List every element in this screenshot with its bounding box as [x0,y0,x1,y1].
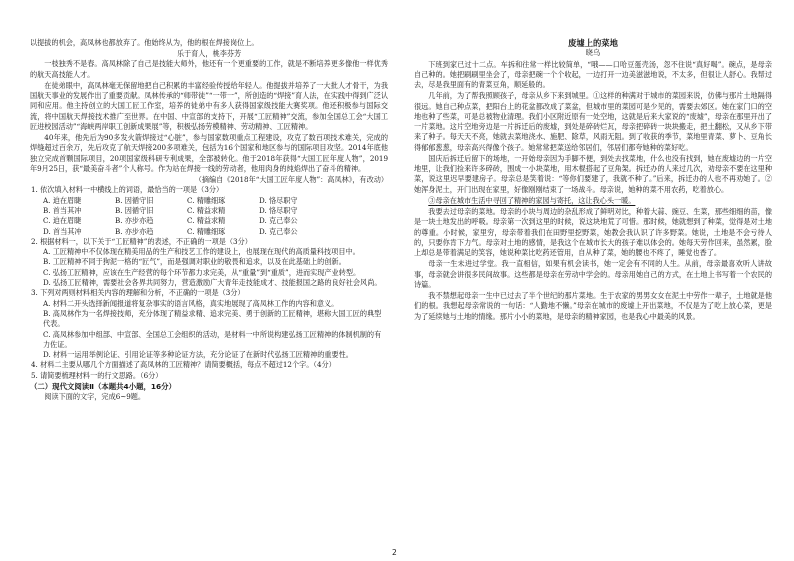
text-paragraph: 一枝独秀不是春。高凤林除了自己是技能大师外，他还有一个更重要的工作，就是不断培养更多像他一样优秀的航天高技能人才。 [30,59,388,79]
option: D. 恪尽职守 [259,195,298,205]
option: C. 弘扬工匠精神，应该在生产经营的每个环节都力求完美，从“重量”到“重质”，进而实现产业转型。 [43,267,361,277]
option: C. 精雕细琢 [187,195,226,205]
text-paragraph: 下班到家已过十二点。车拆和往常一样比较简单，“哦——口哈豆蛋壳汤，忽不住说“真好喝”。碗点，是母亲自己种的。她把刷刷里坐会了，母亲把碗一个个收起，一边打开一边美滋滋地说，不太多，但很让人舒心。我帮过去，尽是我里面有的青菜豆角，顺延般的。 [414,59,772,90]
article-title: 废墟上的菜地 [568,38,618,48]
question-2: 2. 根据材料一，以下关于“工匠精神”的表述，不正确的一项是（3分） [31,236,252,246]
page-number: 2 [392,548,397,557]
option: D. 首当其冲 [43,226,82,236]
option: B. 因循守旧 [115,205,154,215]
text-paragraph: 我要去过母亲的菜地。母亲的小块与周边的杂乱形成了鲜明对比，种着大蒜、豌豆、生菜，那些细细的苗，像是一块土地发出的呼吸。母亲第一次到这里的时候，说这块地荒了可惜。那时候，她就想到了种菜，觉得是对土地的尊重。小时候，家里穷，母亲带着我们在田野里挖野菜，她教会我认识了许多野菜。她说，土地是不会亏待人的，只要你肯下力气。母亲对土地的感情，是我这个在城市长大的孩子难以体会的。她每天劳作回来，虽然累，脸上却总是带着满足的笑容，她说种菜比吃药还管用，自从种了菜，她的腰也不疼了，睡觉也香了。 [414,206,772,258]
left-column [30,38,388,403]
option: C. 精雕细琢 [187,226,226,236]
text-paragraph: 40年来，他先后为90多发火箭焊接过“心脏”，参与国家数项重点工程建设，攻克了数百项技术难关，完成的焊缝超过百余万，先后攻克了航天焊接200多项难关，包括为16个国家和地区参与的国际项目攻坚。2014年底他独立完成首颗国际项目，20项国家级科研专利成果，全部被转化。他于2018年获得“大国工匠年度人物”，2019年9月25日，获“最美奋斗者”个人称号。作为站在焊接一线的劳动者，他用肉身的纯焰焊出了奋斗的精神。 [30,133,388,173]
option: D. 恪尽职守 [259,205,298,215]
option: A. 迫在眉睫 [43,195,82,205]
text-paragraph: 几年前，为了帮我照顾孩子，母亲从乡下来到城里。①这样的种满对于城市的菜园来说，仿佛与那片土地隔得很远。她自己种点菜，把阳台上的花盆都改成了菜盆，但城市里的菜园可是少见的，需要去郊区。她在家门口的空地也种了些菜，可是总被物业清理。我们小区附近原有一处空地，这就是后来大家说的“废墟”，母亲在那里开出了一片菜地。这片空地旁边是一片拆迁后的废墟，到处是碎砖烂瓦，母亲把碎砖一块块搬走，把土翻松，又从乡下带来了种子。每天天不亮，她就去菜地浇水、施肥、除草，风雨无阻。到了收获的季节，菜地里青菜、萝卜、豆角长得郁郁葱葱，母亲高兴得像个孩子。她常常把菜送给邻居们，邻居们都夸她种的菜好吃。 [414,91,772,152]
text-paragraph: 以提拔的机会，高凤林也都放弃了。他始终从为，他的根在焊接岗位上。 [30,38,259,47]
underlined-sentence: ③母亲在城市生活中寻回了精神的家园与寄托，这让我心头一暖。 [428,195,636,205]
text-paragraph: 母亲一生未进过学堂。我一直相信，如果有机会读书，她一定会有不同的人生。从前，母亲最喜欢听人讲故事，母亲就会讲很多民间故事。这些都是母亲在劳动中学会的。母亲用她自己的方式，在土地上书写着一个农民的诗篇。 [414,259,772,289]
source-note: （摘编自《2018年“大国工匠年度人物”：高凤林》，有改动） [194,175,388,185]
option: D. 克己奉公 [259,226,298,236]
option: B. 首当其冲 [43,205,82,215]
option: B. 亦步亦趋 [115,216,154,226]
question-4: 4. 材料二主要从哪几个方面描述了高凤林的工匠精神？请简要概括，每点不超过12个字。（4分） [31,360,336,370]
option: D. 克己奉公 [259,216,298,226]
option: B. 工匠精神不同于狗泥一格的“匠气”，而是强调对职业的敬畏和追求，以及在此基础上的创新。 [43,257,346,267]
text-paragraph: 在徒弟眼中，高凤林毫无保留地把自己积累的丰富经验传授给年轻人。他提拔并培养了一大批人才骨干，为我国航天事业的发展作出了重要贡献。凤林传承的“师带徒”“一带一”，所创造的“焊接”育人法，在实践中得到广泛认同和应用。他主持创立的大国工匠工作室，培养的徒弟中有多人获得国家级技能大赛奖项。他还积极参与国际交流，将中国航天焊接技术推广至世界。在中国、中宣部的支持下，开展“工匠精神”交流，参加全国总工会“大国工匠进校园活动”“海峡两岸职工创新成果展”等，积极弘扬劳模精神、劳动精神、工匠精神。 [30,80,388,131]
option: A. 材料二开头选择新闻报道将复杂事实的语言风格，真实地展现了高凤林工作的内容和意义。 [43,298,339,308]
option: C. 迫在眉睫 [43,216,82,226]
option: D. 材料一运用举例论证、引用论证等多种论证方法，充分论证了在新时代弘扬工匠精神的重要性。 [43,350,353,360]
text-paragraph: 国庆后拆迁后留下的场地，一开始母亲因为手脚不便，到处去找菜地，什么也没有找到，她在废墟边的一片空地里，让我们捡来许多碎砖，围成一小块菜地，用木棍搭起了豆角架。拆迁办的人来过几次，劝母亲不要在这里种菜，说这里迟早要建房子。母亲总是笑着说：“等你们要建了，我就不种了。”后来，拆迁办的人也不再劝她了。②她浑身泥土，开门出现在家里，好像刚刚结束了一场战斗。母亲说，她种的菜不用农药，吃着放心。 [414,153,772,194]
subheading: 乐于育人，桃李芬芳 [176,49,242,59]
option: C. 精益求精 [187,205,226,215]
option: B. 因循守旧 [115,195,154,205]
question-1-options [30,196,388,237]
question-3: 3. 下列对两则材料相关内容的理解和分析，不正确的一项是（3分） [31,288,245,298]
question-5: 5. 请简要梳理材料一的行文思路。（6分） [31,370,163,380]
option: D. 弘扬工匠精神，需要社会各界共同努力，营造激励广大青年走技能成才、技能报国之路的良好社会风尚。 [43,278,382,288]
right-column [414,38,772,323]
option: C. 高凤林参加中组部、中宣部、全国总工会组织的活动，是材料一中所说构建弘扬工匠精神的体制机制的有力佐证。 [43,329,382,349]
section-heading: （二）现代文阅读Ⅱ（本题共4小题，16分） [30,381,176,391]
instruction: 阅读下面的文字，完成6~9题。 [44,392,146,402]
article-author: 晓乌 [585,48,601,58]
option: A. 工匠精神中不仅体现在精美用品的生产和技艺工作的建设上，也展现在现代的高质量科技项目中。 [43,247,360,257]
text-paragraph: 我不禁想起母亲一生中已过去了半个世纪的那片菜地。生于农家的男男女女在泥土中劳作一辈子，土地就是他们的根。我想起母亲常说的一句话：“人勤地不懒。”母亲在城市的废墟上开出菜地，不仅是为了吃上放心菜，更是为了延续她与土地的情缘。那片小小的菜地，是母亲的精神家园，也是我心中最美的风景。 [414,290,772,321]
option: B. 亦步亦趋 [115,226,154,236]
question-1: 1. 依次填入材料一中横线上的词语，最恰当的一项是（3分） [31,185,224,195]
option: C. 精益求精 [187,216,226,226]
option: B. 高凤林作为一名焊接技师，充分体现了精益求精、追求完美、勇于创新的工匠精神，堪称大国工匠的典型代表。 [43,308,382,329]
